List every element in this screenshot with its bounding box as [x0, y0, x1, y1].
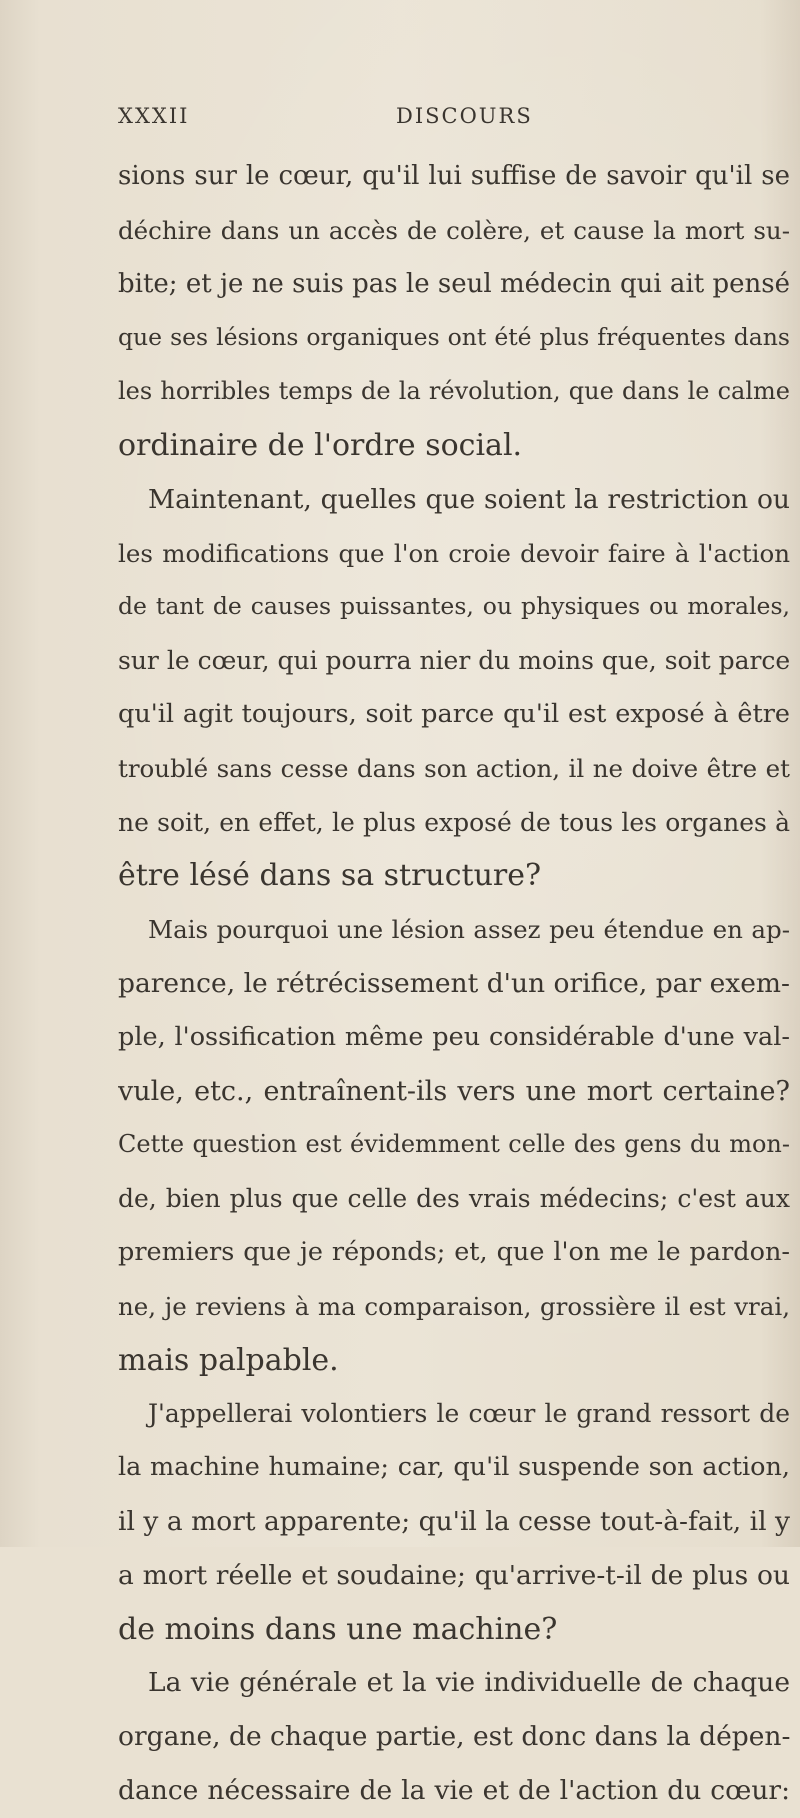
text-line: a mort réelle et soudaine; qu'arrive-t-il de plus ou: [118, 1559, 790, 1591]
text-line: déchire dans un accès de colère, et cause la mort su-: [118, 215, 790, 245]
text-line: sur le cœur, qui pourra nier du moins que, soit parce: [118, 646, 790, 676]
text-line: dance nécessaire de la vie et de l'action du cœur:: [118, 1774, 790, 1806]
text-line: la machine humaine; car, qu'il suspende son action,: [118, 1452, 790, 1483]
text-line: ne, je reviens à ma comparaison, grossière il est vrai,: [118, 1291, 790, 1321]
text-line: les modifications que l'on croie devoir faire à l'action: [118, 538, 790, 568]
text-line: être lésé dans sa structure?: [118, 858, 542, 894]
text-line: de tant de causes puissantes, ou physiques ou morales,: [118, 592, 790, 621]
text-line: de, bien plus que celle des vrais médecins; c'est aux: [118, 1184, 790, 1214]
text-line: mais palpable.: [118, 1342, 339, 1378]
text-line: ne soit, en effet, le plus exposé de tous les organes à: [118, 807, 790, 837]
text-line: parence, le rétrécissement d'un orifice, par exem-: [118, 967, 790, 999]
paragraph-start-line: Mais pourquoi une lésion assez peu étendue en ap-: [148, 915, 790, 945]
page-number: XXXII: [118, 104, 190, 128]
text-line: premiers que je réponds; et, que l'on me le pardon-: [118, 1236, 790, 1267]
paragraph-start-line: La vie générale et la vie individuelle de chaque: [148, 1667, 790, 1699]
text-line: ple, l'ossification même peu considérable d'une val-: [118, 1021, 790, 1052]
text-line: les horribles temps de la révolution, que dans le calme: [118, 377, 790, 406]
text-line: vule, etc., entraînent-ils vers une mort certaine?: [118, 1075, 790, 1107]
text-line: organe, de chaque partie, est donc dans la dépen-: [118, 1721, 790, 1753]
running-title: DISCOURS: [396, 104, 533, 128]
text-line: bite; et je ne suis pas le seul médecin qui ait pensé: [118, 268, 790, 299]
text-line: troublé sans cesse dans son action, il ne doive être et: [118, 753, 790, 783]
paragraph-start-line: J'appellerai volontiers le cœur le grand ressort de: [148, 1399, 790, 1429]
text-line: de moins dans une machine?: [118, 1611, 558, 1647]
body-text: [118, 150, 790, 1818]
text-line: qu'il agit toujours, soit parce qu'il est exposé à être: [118, 698, 790, 729]
text-line: Cette question est évidemment celle des gens du mon-: [118, 1130, 790, 1159]
text-line: sions sur le cœur, qu'il lui suffise de savoir qu'il se: [118, 161, 790, 191]
text-line: que ses lésions organiques ont été plus fréquentes dans: [118, 323, 790, 352]
page-header: [118, 104, 778, 134]
text-line: il y a mort apparente; qu'il la cesse tout-à-fait, il y: [118, 1505, 790, 1537]
paragraph-start-line: Maintenant, quelles que soient la restriction ou: [148, 483, 790, 515]
text-line: ordinaire de l'ordre social.: [118, 427, 523, 463]
